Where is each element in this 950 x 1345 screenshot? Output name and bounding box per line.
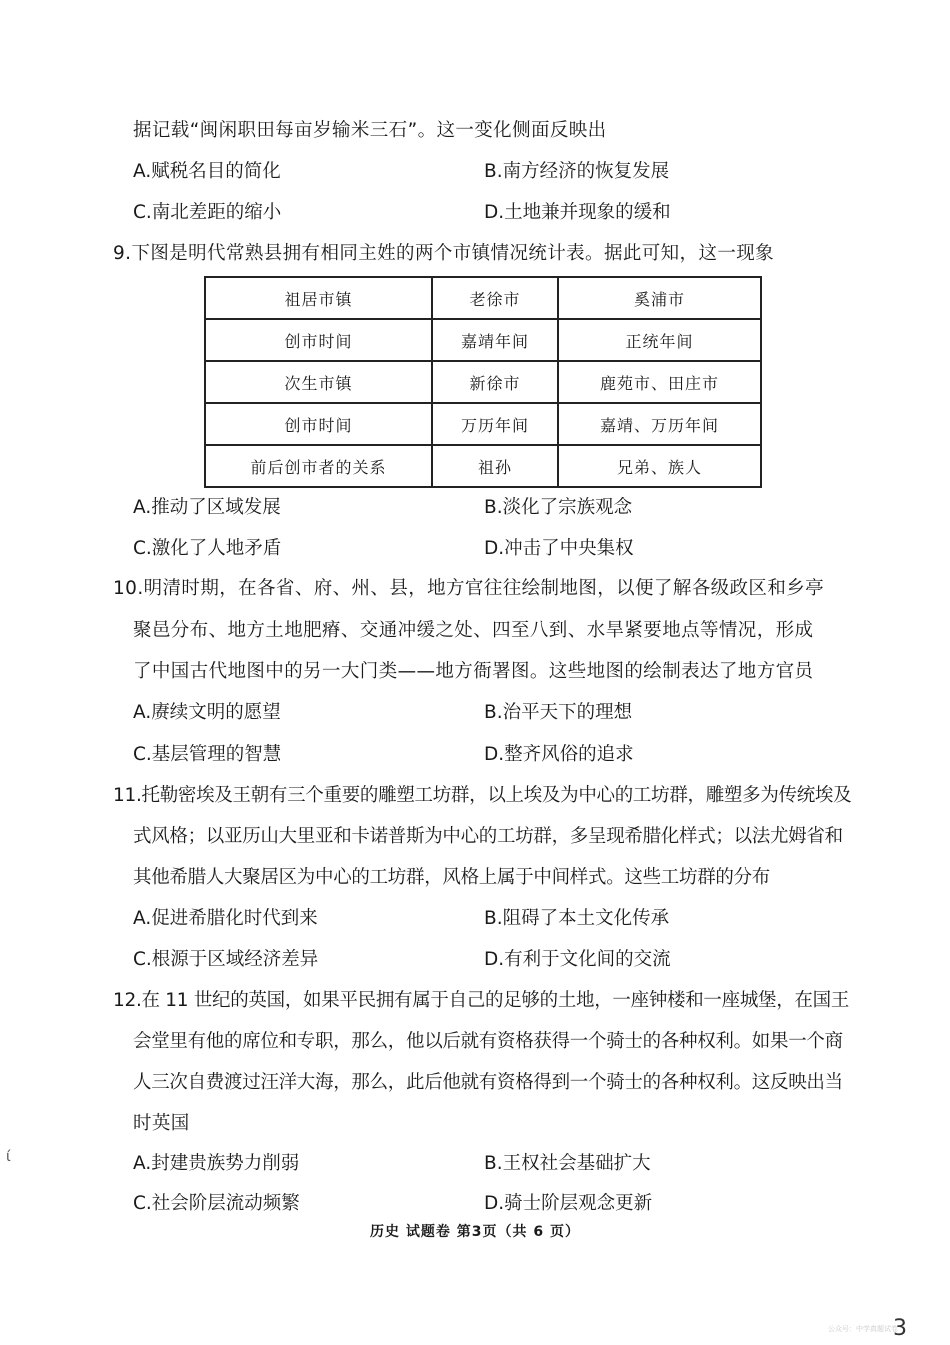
table-cell: 祖孙 <box>432 445 558 487</box>
table-cell: 奚浦市 <box>558 277 761 319</box>
q9-option-b: B.淡化了宗族观念 <box>484 497 633 518</box>
table-cell: 次生市镇 <box>205 361 432 403</box>
watermark: 公众号：中学真题试卷 <box>828 1325 898 1333</box>
table-cell: 祖居市镇 <box>205 277 432 319</box>
table-cell: 前后创市者的关系 <box>205 445 432 487</box>
table-cell: 创市时间 <box>205 319 432 361</box>
q10-stem-line-2: 聚邑分布、地方土地肥瘠、交通冲缓之处、四至八到、水旱紧要地点等情况，形成 <box>133 620 814 641</box>
margin-mark: ί <box>6 1149 11 1165</box>
table-row <box>205 445 761 487</box>
q8-option-b: B.南方经济的恢复发展 <box>484 161 670 182</box>
q12-option-b: B.王权社会基础扩大 <box>484 1153 651 1174</box>
market-town-table <box>204 276 762 488</box>
q11-stem-line-2: 式风格；以亚历山大里亚和卡诺普斯为中心的工坊群，多呈现希腊化样式；以法尤姆省和 <box>133 826 843 847</box>
q11-option-a: A.促进希腊化时代到来 <box>133 908 318 929</box>
table-cell: 新徐市 <box>432 361 558 403</box>
q10-option-d: D.整齐风俗的追求 <box>484 744 634 765</box>
q10-stem-line-1: 10.明清时期，在各省、府、州、县，地方官往往绘制地图，以便了解各级政区和乡亭 <box>113 578 825 599</box>
q12-stem-line-2: 会堂里有他的席位和专职，那么，他以后就有资格获得一个骑士的各种权利。如果一个商 <box>133 1031 843 1052</box>
table-cell: 嘉靖年间 <box>432 319 558 361</box>
q11-option-b: B.阻碍了本土文化传承 <box>484 908 670 929</box>
table-cell: 嘉靖、万历年间 <box>558 403 761 445</box>
table-cell: 创市时间 <box>205 403 432 445</box>
q12-stem-line-1: 12.在 11 世纪的英国，如果平民拥有属于自己的足够的土地，一座钟楼和一座城堡，在国王 <box>113 990 850 1011</box>
q11-stem-line-1: 11.托勒密埃及王朝有三个重要的雕塑工坊群，以上埃及为中心的工坊群，雕塑多为传统埃及 <box>113 785 852 806</box>
q10-option-b: B.治平天下的理想 <box>484 702 633 723</box>
q9-option-c: C.激化了人地矛盾 <box>133 538 282 559</box>
q8-option-d: D.土地兼并现象的缓和 <box>484 202 671 223</box>
q8-stem: 据记载“闽闲职田每亩岁输米三石”。这一变化侧面反映出 <box>133 120 607 141</box>
page-footer: 历史 试题卷 第3页（共 6 页） <box>370 1224 580 1240</box>
q12-stem-line-4: 时英国 <box>133 1113 190 1134</box>
page-number: 3 <box>893 1316 907 1341</box>
table-cell: 正统年间 <box>558 319 761 361</box>
q11-stem-line-3: 其他希腊人大聚居区为中心的工坊群，风格上属于中间样式。这些工坊群的分布 <box>133 867 771 888</box>
q12-stem-line-3: 人三次自费渡过汪洋大海，那么，此后他就有资格得到一个骑士的各种权利。这反映出当 <box>133 1072 843 1093</box>
q11-option-c: C.根源于区域经济差异 <box>133 949 319 970</box>
q12-option-d: D.骑士阶层观念更新 <box>484 1193 653 1214</box>
table-row <box>205 361 761 403</box>
q9-option-d: D.冲击了中央集权 <box>484 538 634 559</box>
table-row <box>205 403 761 445</box>
q12-option-c: C.社会阶层流动频繁 <box>133 1193 300 1214</box>
table-cell: 万历年间 <box>432 403 558 445</box>
q11-option-d: D.有利于文化间的交流 <box>484 949 671 970</box>
table-cell: 兄弟、族人 <box>558 445 761 487</box>
q12-option-a: A.封建贵族势力削弱 <box>133 1153 300 1174</box>
table-row <box>205 319 761 361</box>
table-cell: 鹿苑市、田庄市 <box>558 361 761 403</box>
q10-option-a: A.赓续文明的愿望 <box>133 702 281 723</box>
table-cell: 老徐市 <box>432 277 558 319</box>
q10-option-c: C.基层管理的智慧 <box>133 744 282 765</box>
q9-stem: 9.下图是明代常熟县拥有相同主姓的两个市镇情况统计表。据此可知，这一现象 <box>113 243 775 264</box>
table-row <box>205 277 761 319</box>
q8-option-a: A.赋税名目的简化 <box>133 161 281 182</box>
q8-option-c: C.南北差距的缩小 <box>133 202 282 223</box>
q10-stem-line-3: 了中国古代地图中的另一大门类——地方衙署图。这些地图的绘制表达了地方官员 <box>133 661 814 682</box>
q9-option-a: A.推动了区域发展 <box>133 497 281 518</box>
